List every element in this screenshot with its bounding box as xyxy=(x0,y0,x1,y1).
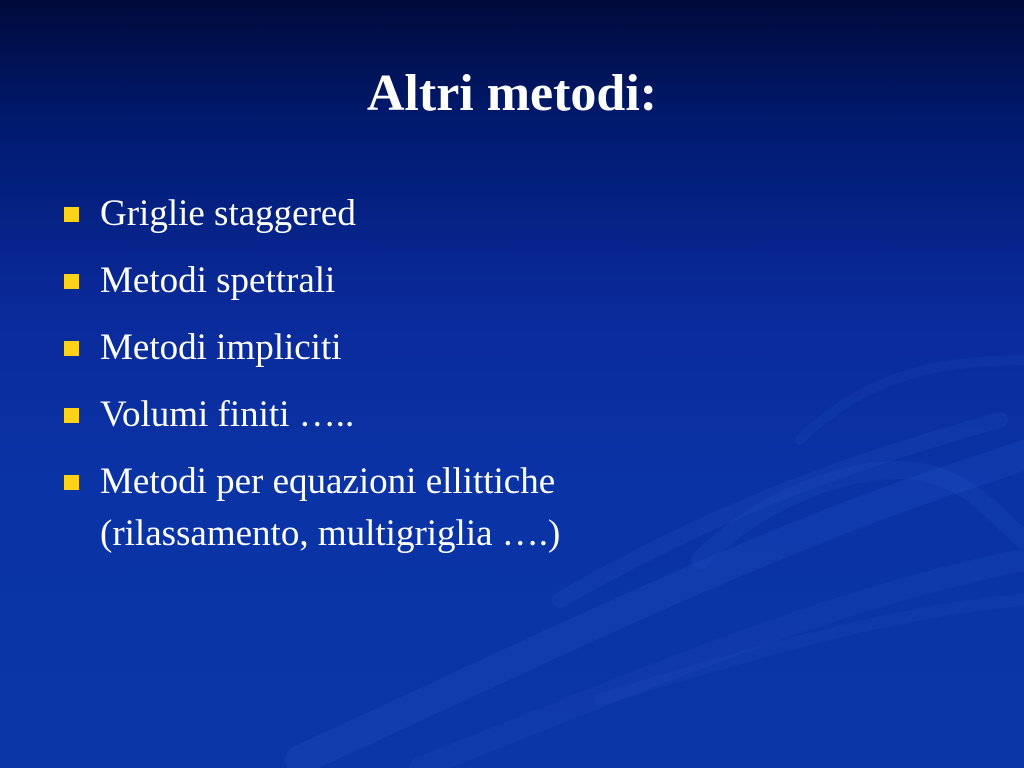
bullet-text: Volumi finiti ….. xyxy=(100,394,355,435)
bullet-item xyxy=(62,389,962,441)
square-bullet-icon xyxy=(64,408,79,423)
bullet-text: Metodi impliciti xyxy=(100,327,342,368)
square-bullet-icon xyxy=(64,207,79,222)
bullet-item xyxy=(62,188,962,240)
bullet-item xyxy=(62,456,660,560)
slide-title: Altri metodi: xyxy=(366,65,658,122)
bullet-text: Metodi per equazioni ellittiche (rilassamento, multigriglia ….) xyxy=(100,461,561,554)
square-bullet-icon xyxy=(64,475,79,490)
square-bullet-icon xyxy=(64,341,79,356)
bullet-item xyxy=(62,255,962,307)
square-bullet-icon xyxy=(64,274,79,289)
bullet-item xyxy=(62,322,962,374)
bullet-list xyxy=(62,188,962,575)
bullet-text: Metodi spettrali xyxy=(100,260,336,301)
bullet-text: Griglie staggered xyxy=(100,193,356,234)
